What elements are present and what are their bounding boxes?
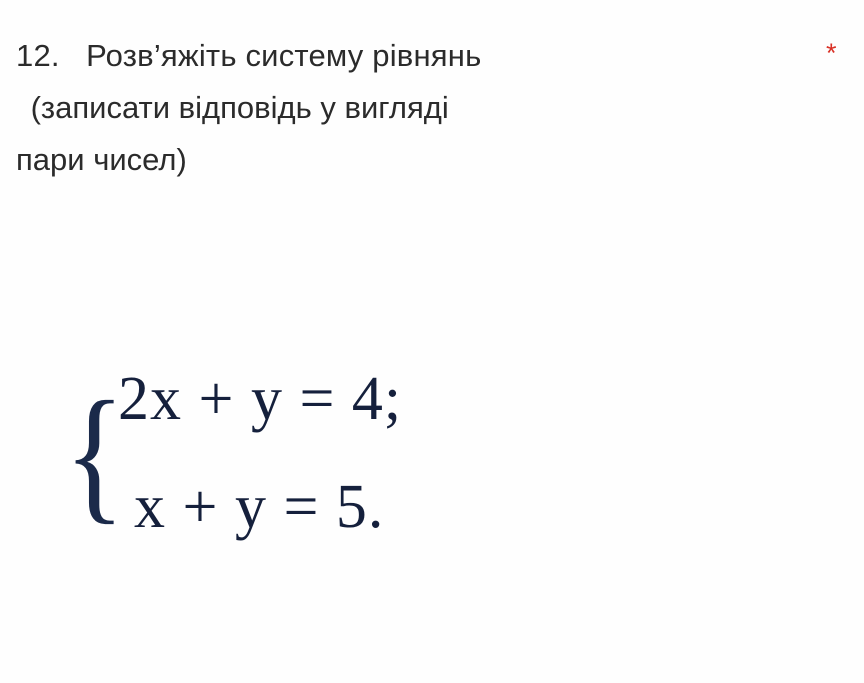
equation-line-1: 2x + y = 4; [118, 365, 403, 433]
question-prompt-line-1: 12. Розв’яжіть систему рівнянь [16, 38, 482, 73]
required-asterisk: * [826, 38, 837, 68]
equation-lines [118, 345, 402, 561]
system-brace: { [64, 371, 126, 537]
question-prompt-line-3: пари чисел) [16, 142, 187, 177]
question-prompt [16, 30, 716, 186]
equation-line-2: x + y = 5. [134, 473, 385, 541]
equation-system [60, 345, 620, 575]
question-prompt-line-2: (записати відповідь у вигляді [22, 90, 449, 125]
